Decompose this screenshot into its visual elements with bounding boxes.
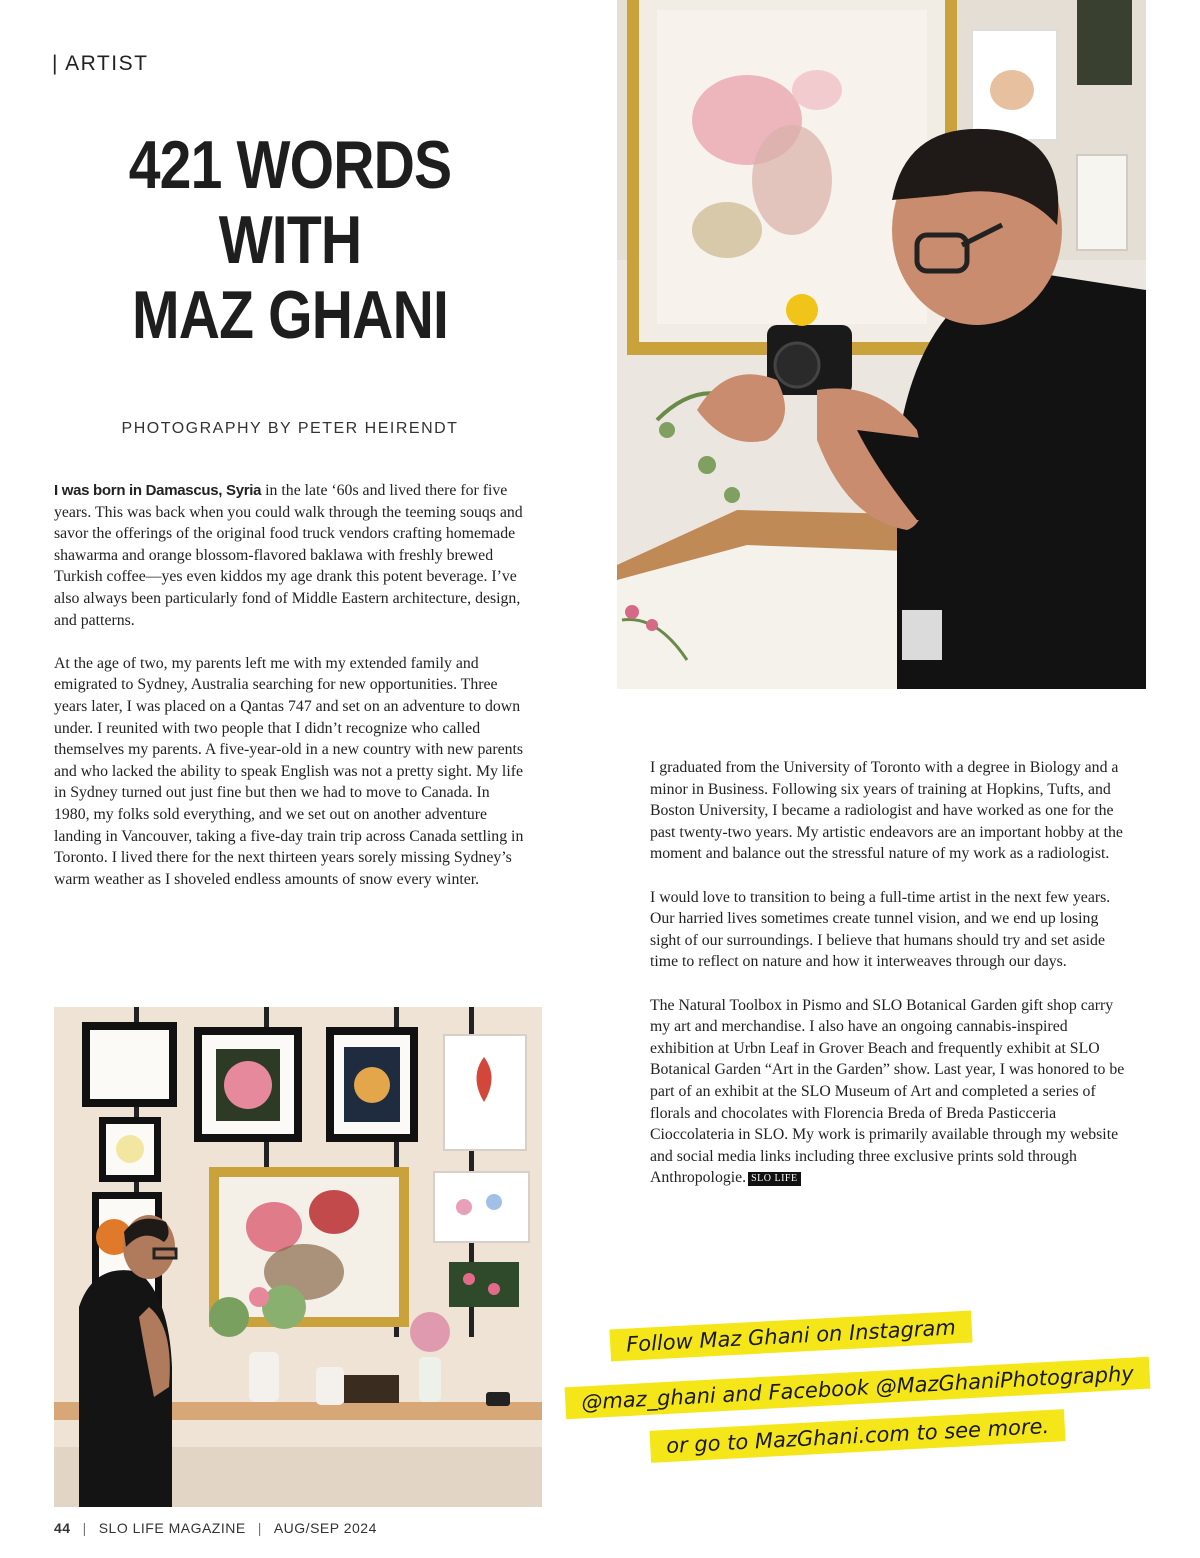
paragraph-3: I graduated from the University of Toronto with a degree in Biology and a minor in Business. Following six years of training at Hopkins, Tufts, and Boston University, I became a radiologist and have worked as one for the past twenty-two years. My artistic endeavors are an important hobby at the moment and balance out the stressful nature of my work as a radiologist. [650, 759, 1123, 863]
title-line-3: MAZ GHANI [131, 277, 449, 353]
section-label: | ARTIST [52, 52, 149, 75]
paragraph-1 [54, 480, 526, 631]
article-title [122, 128, 458, 353]
title-line-2: WITH [218, 202, 362, 278]
title-line-1: 421 WORDS [128, 127, 452, 203]
promo-line-2: @maz_ghani and Facebook @MazGhaniPhotography [565, 1357, 1151, 1420]
page-number: 44 [54, 1520, 71, 1536]
photo-credit: PHOTOGRAPHY BY PETER HEIRENDT [121, 420, 459, 437]
footer-separator: | [257, 1520, 262, 1536]
issue-date: AUG/SEP 2024 [273, 1520, 377, 1536]
paragraph-4: I would love to transition to being a full-time artist in the next few years. Our harried lives sometimes create tunnel vision, and we end up losing sight of our surroundings. I believe that humans should try and set aside time to reflect on nature and how it interweaves through our days. [650, 888, 1111, 971]
promo-line-1: Follow Maz Ghani on Instagram [609, 1311, 972, 1362]
photo-gallery-wall-image [54, 1007, 542, 1507]
paragraph-2: At the age of two, my parents left me with my extended family and emigrated to Sydney, Australia searching for new opportunities. Three years later, I was placed on a Qantas 747 and set on an adventure to down under. I reunited with two people that I didn’t recognize who called themselves my parents. A five-year-old in a new country with new parents and who lacked the ability to speak English was not a pretty sight. My life in Sydney turned out just fine but then we had to move to Canada. In 1980, my folks sold everything, and we set out on another adventure landing in Vancouver, taking a five-day train trip across Canada settling in Toronto. I lived there for the next thirteen years sorely missing Sydney’s warm weather as I shoveled endless amounts of snow every winter. [54, 654, 524, 888]
promo-line-3: or go to MazGhani.com to see more. [649, 1409, 1065, 1463]
footer-separator: | [82, 1520, 87, 1536]
right-column [650, 757, 1128, 1210]
left-column [54, 480, 526, 912]
paragraph-5 [650, 995, 1128, 1189]
paragraph-1-text: in the late ‘60s and lived there for five years. This was back when you could walk through the teeming souqs and savor the offerings of the original food truck vendors crafting homemade shawarma and orange blossom-flavored baklawa with freshly brewed Turkish coffee—yes even kiddos my age drank this potent beverage. I’ve also always been particularly fond of Middle Eastern architecture, design, and patterns. [54, 482, 523, 629]
photo-artist-with-camera-image [617, 0, 1146, 689]
paragraph-5-text: The Natural Toolbox in Pismo and SLO Botanical Garden gift shop carry my art and merchandise. I also have an ongoing cannabis-inspired exhibition at Urbn Leaf in Grover Beach and frequently exhibit at SLO Botanical Garden “Art in the Garden” show. Last year, I was honored to be part of an exhibit at the SLO Museum of Art and completed a series of florals and chocolates with Florencia Breda of Breda Pasticceria Cioccolateria in SLO. My work is primarily available through my website and social media links including three exclusive prints sold through Anthropologie. [650, 996, 1125, 1187]
page-footer [54, 1520, 377, 1536]
photo-artist-with-camera [617, 0, 1146, 689]
photo-gallery-wall [54, 1007, 542, 1507]
end-mark: SLO LIFE [748, 1172, 801, 1186]
publication-name: SLO LIFE MAGAZINE [98, 1520, 246, 1536]
follow-promo [560, 1300, 1180, 1500]
lead-in: I was born in Damascus, Syria [54, 482, 262, 499]
